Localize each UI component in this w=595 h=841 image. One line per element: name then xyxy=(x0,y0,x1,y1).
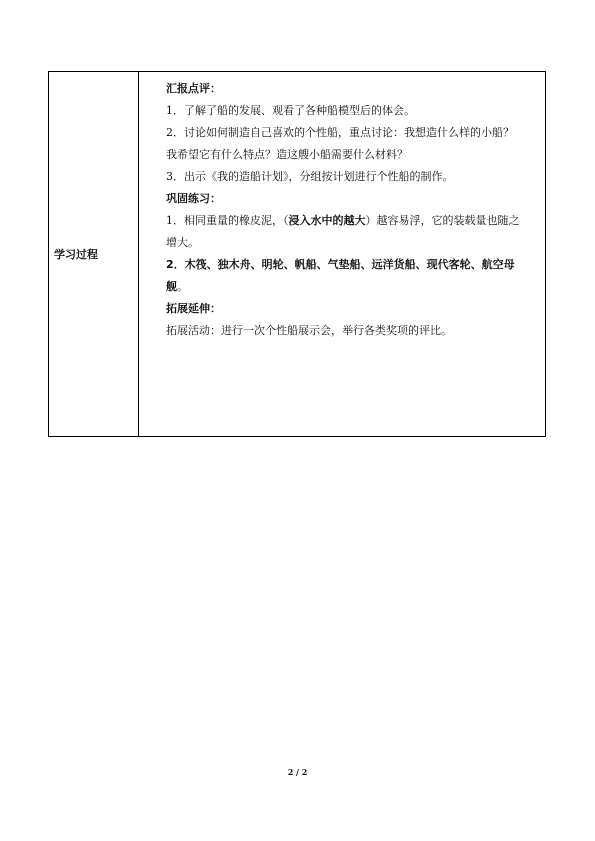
content-cell xyxy=(139,72,545,436)
report-item-2: 2．讨论如何制造自己喜欢的个性船，重点讨论：我想造什么样的小船？我希望它有什么特点？造这艘小船需要什么材料？ xyxy=(166,126,514,161)
report-heading: 汇报点评： xyxy=(166,82,221,95)
practice-item-2-prefix: 2． xyxy=(166,258,185,271)
extension-item-1: 拓展活动：进行一次个性船展示会，举行各类奖项的评比。 xyxy=(166,324,452,337)
lesson-table xyxy=(48,71,546,437)
practice-item-2-suffix: 。 xyxy=(177,280,188,293)
row-label-cell xyxy=(49,72,139,436)
practice-item-1-answer: 浸入水中的越大 xyxy=(288,214,366,227)
row-label: 学习过程 xyxy=(54,248,98,261)
page-number: 2 / 2 xyxy=(287,767,308,777)
report-item-1: 1．了解了船的发展、观看了各种船模型后的体会。 xyxy=(166,104,415,117)
practice-item-2-answer: 木筏、独木舟、明轮、帆船、气垫船、远洋货船、现代客轮、航空母舰 xyxy=(166,258,515,293)
report-item-3: 3．出示《我的造船计划》，分组按计划进行个性船的制作。 xyxy=(166,170,454,183)
practice-item-1 xyxy=(166,210,521,254)
practice-heading: 巩固练习： xyxy=(166,192,221,205)
practice-item-2 xyxy=(166,254,521,298)
practice-item-1-prefix: 1．相同重量的橡皮泥，（ xyxy=(166,214,289,227)
practice-item-1-suffix: ）越容易浮，它的装载量也随之增大。 xyxy=(166,214,520,249)
extension-heading: 拓展延伸： xyxy=(166,302,221,315)
